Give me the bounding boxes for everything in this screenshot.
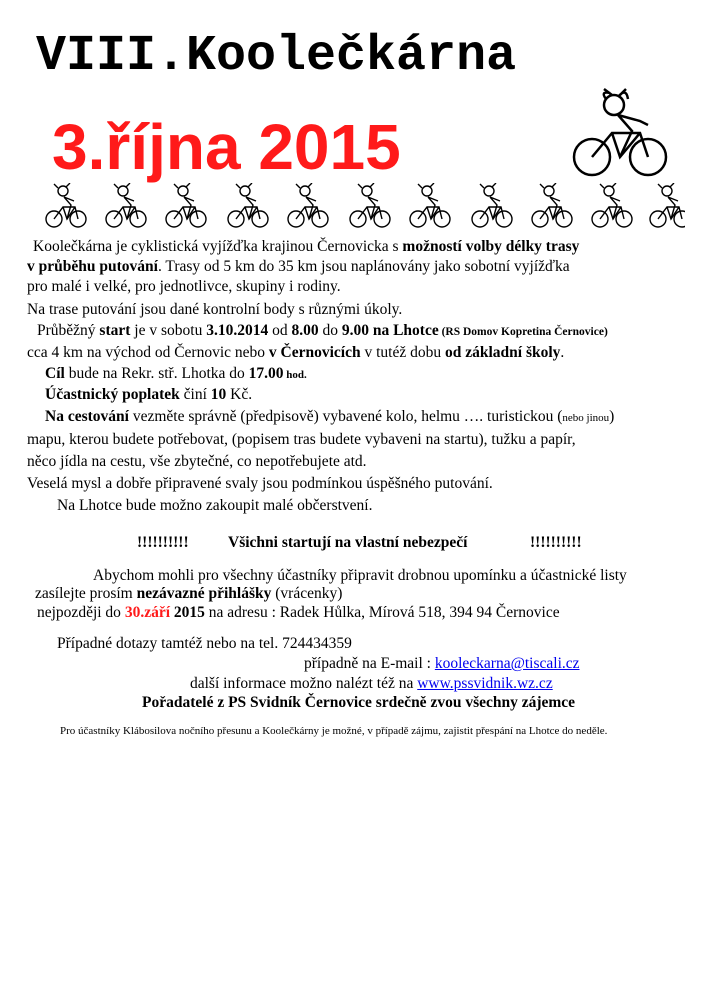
start-info: Průběžný start je v sobotu 3.10.2014 od 8.00 do 9.00 na Lhotce (RS Domov Kopretina Černovice) — [37, 322, 608, 339]
body-line-10: mapu, kterou budete potřebovat, (popisem tras budete vybaveni na startu), tužku a papír, — [27, 431, 576, 448]
cyclist-row-icons — [45, 183, 685, 233]
fee-info: Účastnický poplatek činí 10 Kč. — [45, 386, 253, 403]
equipment-info: Na cestování vezměte správně (předpisově) vybavené kolo, helmu …. turistickou (nebo jinou) — [45, 408, 615, 425]
body-line-13: Na Lhotce bude možno zakoupit malé občerstvení. — [57, 497, 373, 514]
poster-title: VIII.Koolečkárna — [36, 28, 517, 85]
contact-phone: Případné dotazy tamtéž nebo na tel. 724434359 — [57, 635, 352, 652]
email-link[interactable]: kooleckarna@tiscali.cz — [434, 655, 580, 672]
footnote: Pro účastníky Klábosilova nočního přesunu a Koolečkárny je možné, v případě zájmu, zajistit přespání na Lhotce do neděle. — [60, 725, 608, 737]
more-info: další informace možno nalézt též na www.pssvidnik.wz.cz — [190, 675, 553, 692]
event-date: 3.října 2015 — [52, 111, 401, 183]
large-cyclist-icon — [570, 85, 670, 185]
body-line-12: Veselá mysl a dobře připravené svaly jsou podmínkou úspěšného putování. — [27, 475, 493, 492]
registration-line-3: nejpozději do 30.září 2015 na adresu : Radek Hůlka, Mírová 518, 394 94 Černovice — [37, 604, 560, 621]
registration-line-1: Abychom mohli pro všechny účastníky připravit drobnou upomínku a účastnické listy — [93, 567, 627, 584]
body-line-11: něco jídla na cestu, vše zbytečné, co nepotřebujete atd. — [27, 453, 367, 470]
website-link[interactable]: www.pssvidnik.wz.cz — [417, 675, 553, 692]
body-line-2: v průběhu putování. Trasy od 5 km do 35 km jsou naplánovány jako sobotní vyjížďka — [27, 258, 570, 275]
body-line-3: pro malé i velké, pro jednotlivce, skupiny i rodiny. — [27, 278, 341, 295]
registration-line-2: zasílejte prosím nezávazné přihlášky (vrácenky) — [35, 585, 343, 602]
organizers: Pořadatelé z PS Svidník Černovice srdečně zvou všechny zájemce — [142, 694, 576, 711]
warning-text: Všichni startují na vlastní nebezpečí — [228, 534, 468, 551]
body-line-1: Koolečkárna je cyklistická vyjížďka krajinou Černovicka s možností volby délky trasy — [33, 238, 580, 255]
location-info: cca 4 km na východ od Černovic nebo v Černovicích v tutéž dobu od základní školy. — [27, 344, 565, 361]
warning-right: !!!!!!!!!! — [530, 534, 582, 551]
contact-email: případně na E-mail : kooleckarna@tiscali.cz — [304, 655, 580, 672]
warning-line: !!!!!!!!!! — [137, 534, 189, 551]
finish-info: Cíl bude na Rekr. stř. Lhotka do 17.00 hod. — [45, 365, 307, 382]
body-line-4: Na trase putování jsou dané kontrolní body s různými úkoly. — [27, 301, 403, 318]
